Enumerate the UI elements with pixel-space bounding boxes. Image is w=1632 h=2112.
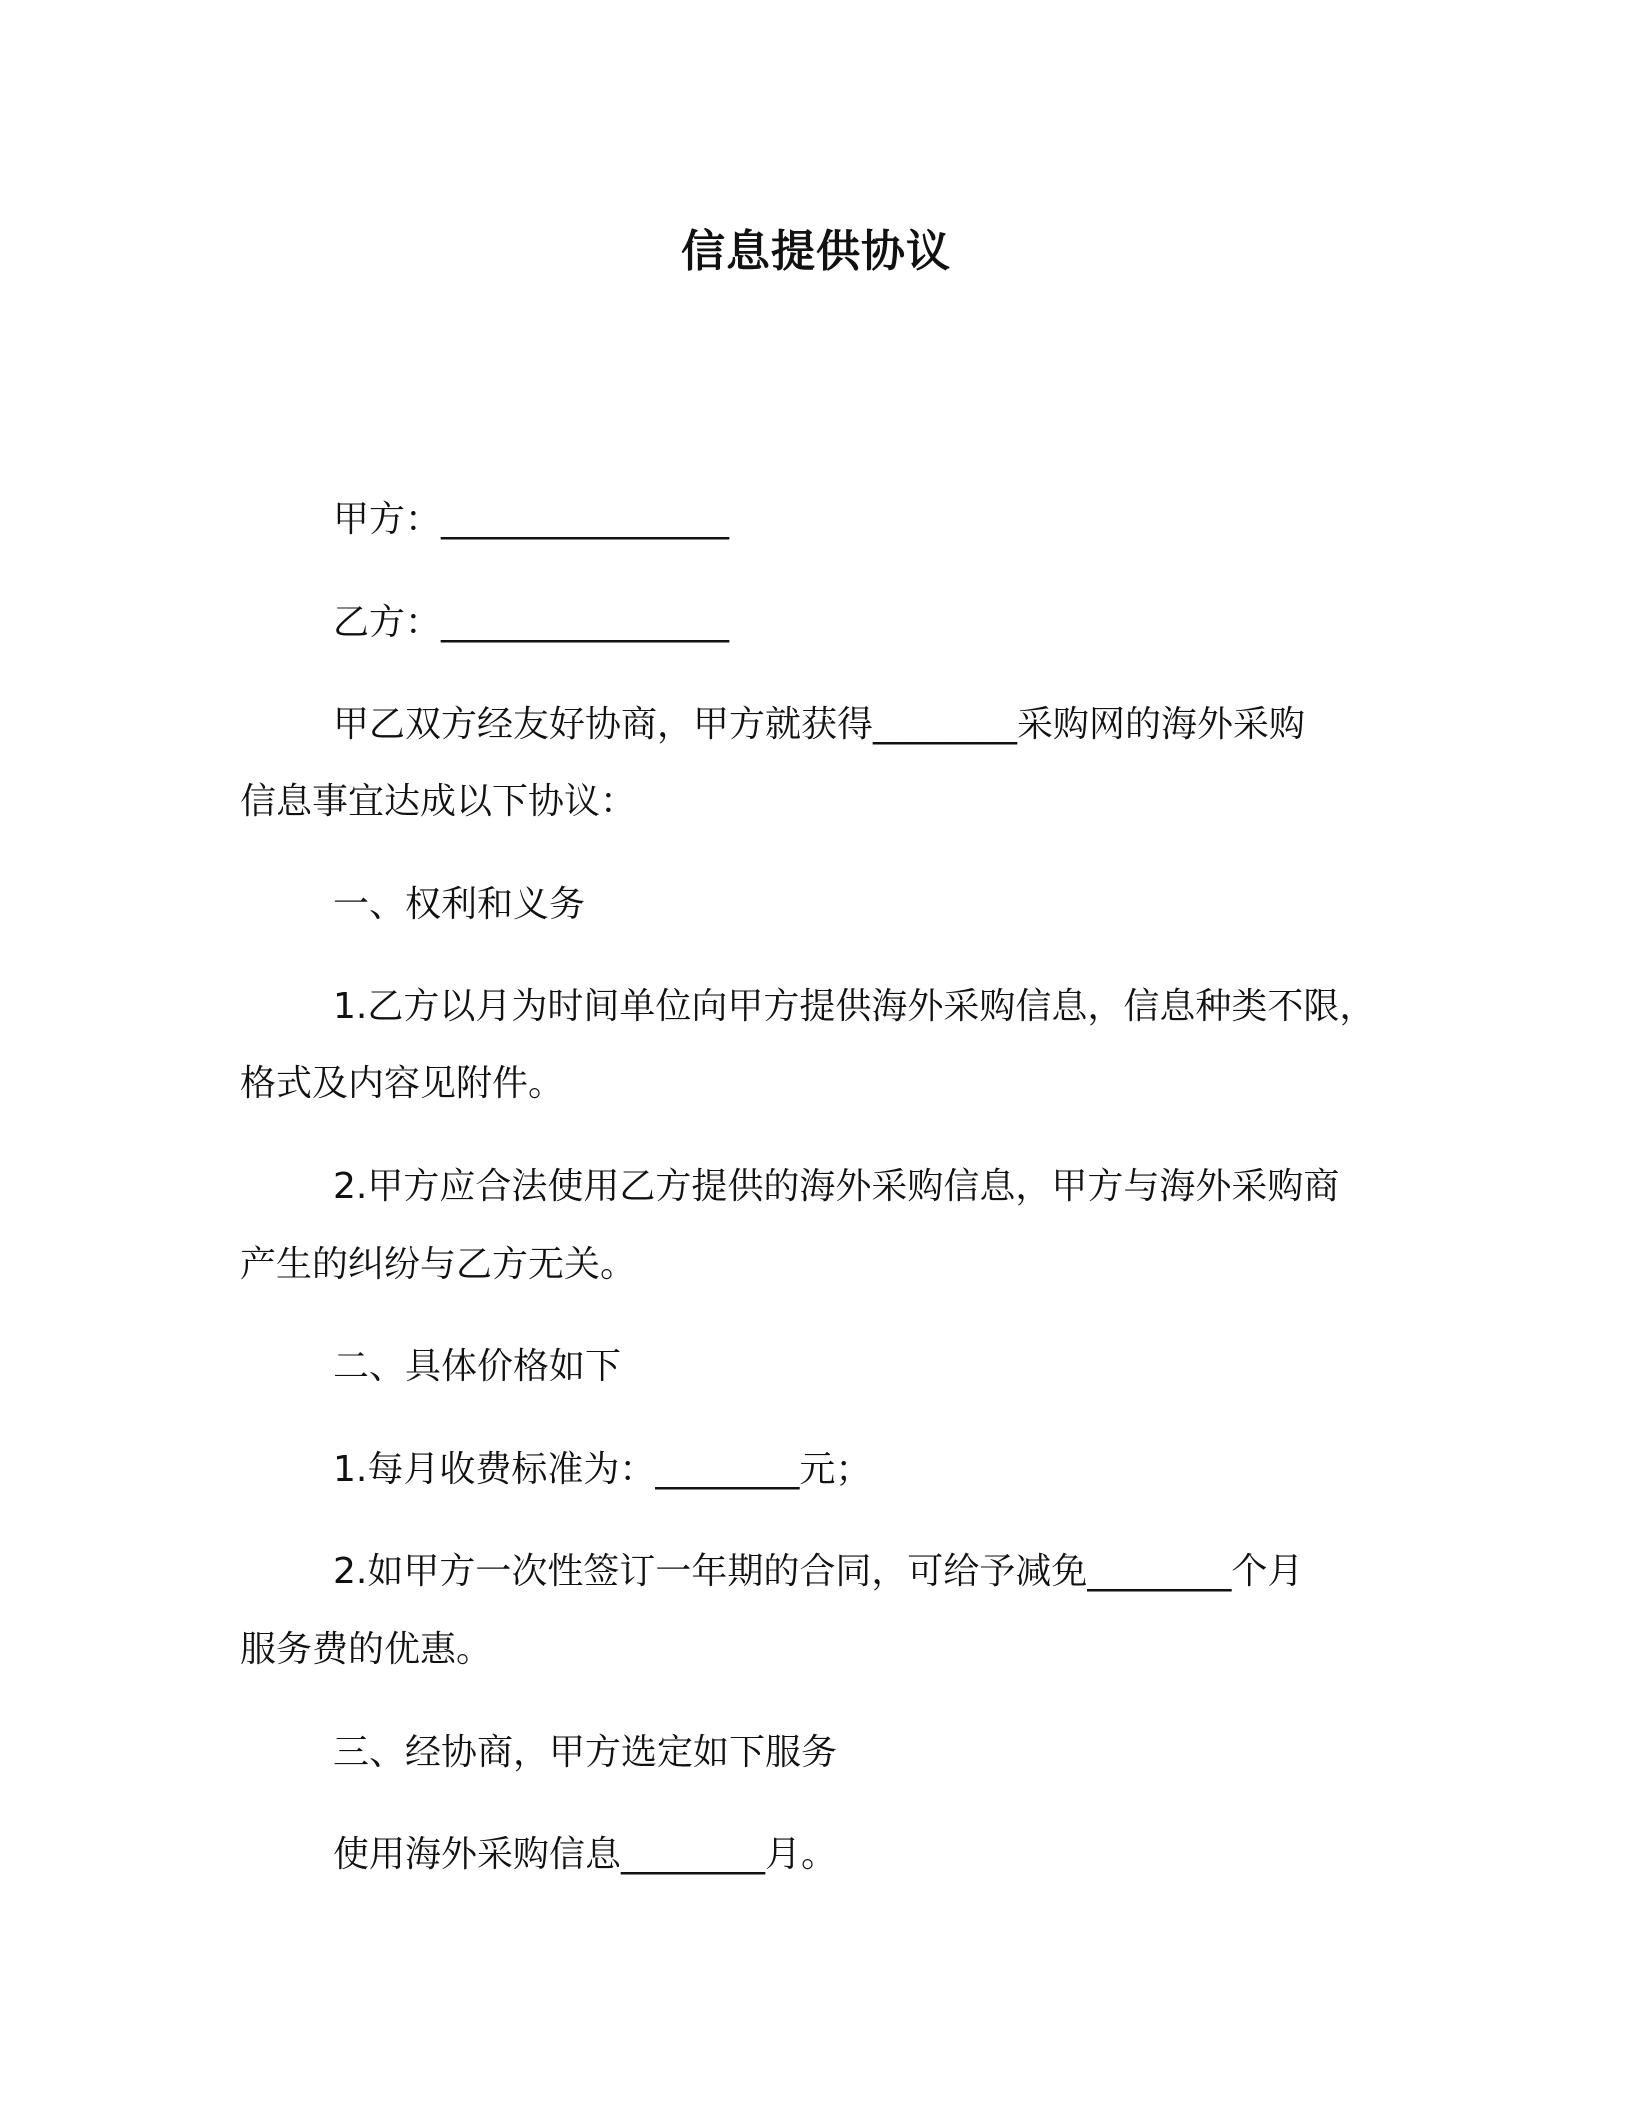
clause-1-2-line-2: 产生的纠纷与乙方无关。 bbox=[240, 1244, 637, 1285]
intro-paragraph-line-1: 甲乙双方经友好协商，甲方就获得________采购网的海外采购 bbox=[333, 704, 1306, 745]
intro-paragraph-line-2: 信息事宜达成以下协议： bbox=[240, 781, 637, 822]
clause-2-1: 1.每月收费标准为：________元； bbox=[333, 1449, 872, 1490]
section-3-heading: 三、经协商，甲方选定如下服务 bbox=[333, 1732, 838, 1773]
document-title: 信息提供协议 bbox=[681, 226, 951, 277]
party-b-line: 乙方：________________ bbox=[333, 602, 730, 643]
section-2-heading: 二、具体价格如下 bbox=[333, 1346, 622, 1387]
clause-1-1-line-2: 格式及内容见附件。 bbox=[240, 1063, 565, 1104]
clause-1-1-line-1: 1.乙方以月为时间单位向甲方提供海外采购信息，信息种类不限， bbox=[333, 986, 1376, 1027]
clause-2-2-line-1: 2.如甲方一次性签订一年期的合同，可给予减免________个月 bbox=[333, 1551, 1304, 1592]
clause-1-2-line-1: 2.甲方应合法使用乙方提供的海外采购信息，甲方与海外采购商 bbox=[333, 1166, 1340, 1207]
section-1-heading: 一、权利和义务 bbox=[333, 884, 586, 925]
party-a-line: 甲方：________________ bbox=[333, 499, 730, 540]
section-3-detail: 使用海外采购信息________月。 bbox=[333, 1834, 838, 1875]
clause-2-2-line-2: 服务费的优惠。 bbox=[240, 1629, 493, 1670]
